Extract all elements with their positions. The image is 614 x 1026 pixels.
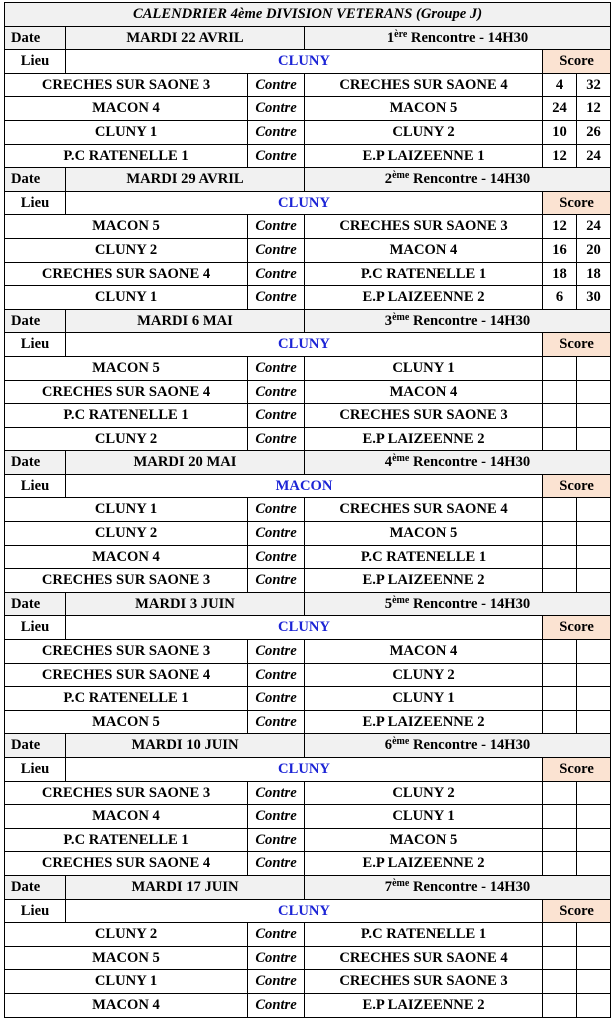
round-venue: MACON	[66, 474, 543, 498]
away-team: E.P LAIZEENNE 2	[305, 427, 543, 451]
away-team: CRECHES SUR SAONE 4	[305, 946, 543, 970]
home-score: 10	[543, 120, 577, 144]
home-score: 18	[543, 262, 577, 286]
round-header-row	[5, 451, 611, 475]
home-team: CLUNY 2	[5, 238, 248, 262]
home-team: CLUNY 1	[5, 498, 248, 522]
away-score	[577, 710, 611, 734]
match-row	[5, 640, 611, 664]
home-team: MACON 5	[5, 215, 248, 239]
match-row	[5, 286, 611, 310]
home-score	[543, 569, 577, 593]
away-score: 32	[577, 73, 611, 97]
date-label: Date	[5, 309, 66, 333]
away-score	[577, 522, 611, 546]
contre-label: Contre	[248, 522, 305, 546]
away-score: 24	[577, 144, 611, 168]
round-header-row	[5, 875, 611, 899]
round-date: MARDI 29 AVRIL	[66, 168, 305, 192]
away-team: CRECHES SUR SAONE 4	[305, 498, 543, 522]
home-score: 6	[543, 286, 577, 310]
round-header-row	[5, 309, 611, 333]
contre-label: Contre	[248, 545, 305, 569]
round-title	[305, 26, 611, 50]
away-team: E.P LAIZEENNE 1	[305, 144, 543, 168]
score-header: Score	[543, 50, 611, 74]
home-team: MACON 4	[5, 97, 248, 121]
home-score	[543, 828, 577, 852]
away-team: P.C RATENELLE 1	[305, 545, 543, 569]
round-number-suffix: ème	[392, 311, 410, 323]
home-score	[543, 993, 577, 1017]
home-team: CRECHES SUR SAONE 4	[5, 663, 248, 687]
away-score	[577, 569, 611, 593]
away-score: 24	[577, 215, 611, 239]
venue-row	[5, 50, 611, 74]
round-venue: CLUNY	[66, 616, 543, 640]
home-score	[543, 970, 577, 994]
round-title	[305, 592, 611, 616]
round-time: Rencontre - 14H30	[409, 312, 531, 329]
round-number-suffix: ème	[392, 453, 410, 465]
home-team: MACON 4	[5, 805, 248, 829]
home-score	[543, 498, 577, 522]
lieu-label: Lieu	[5, 333, 66, 357]
away-score: 30	[577, 286, 611, 310]
round-number: 6	[384, 737, 393, 754]
match-row	[5, 805, 611, 829]
score-header: Score	[543, 333, 611, 357]
match-row	[5, 73, 611, 97]
match-row	[5, 522, 611, 546]
home-team: P.C RATENELLE 1	[5, 404, 248, 428]
round-title	[305, 451, 611, 475]
venue-row	[5, 758, 611, 782]
contre-label: Contre	[248, 663, 305, 687]
home-team: CRECHES SUR SAONE 3	[5, 781, 248, 805]
round-venue: CLUNY	[66, 333, 543, 357]
round-date: MARDI 17 JUIN	[66, 875, 305, 899]
contre-label: Contre	[248, 781, 305, 805]
round-number: 7	[384, 878, 393, 895]
round-header-row	[5, 26, 611, 50]
home-score	[543, 663, 577, 687]
match-row	[5, 380, 611, 404]
away-team: MACON 4	[305, 380, 543, 404]
score-header: Score	[543, 474, 611, 498]
lieu-label: Lieu	[5, 474, 66, 498]
contre-label: Contre	[248, 805, 305, 829]
contre-label: Contre	[248, 710, 305, 734]
match-row	[5, 710, 611, 734]
away-team: CLUNY 2	[305, 120, 543, 144]
contre-label: Contre	[248, 828, 305, 852]
away-score: 12	[577, 97, 611, 121]
home-team: CRECHES SUR SAONE 4	[5, 380, 248, 404]
match-row	[5, 97, 611, 121]
home-score	[543, 687, 577, 711]
round-venue: CLUNY	[66, 899, 543, 923]
contre-label: Contre	[248, 380, 305, 404]
away-team: CLUNY 2	[305, 781, 543, 805]
away-team: CRECHES SUR SAONE 3	[305, 970, 543, 994]
away-team: MACON 4	[305, 640, 543, 664]
round-date: MARDI 10 JUIN	[66, 734, 305, 758]
away-team: P.C RATENELLE 1	[305, 923, 543, 947]
round-number: 4	[384, 454, 393, 471]
score-header: Score	[543, 191, 611, 215]
round-date: MARDI 20 MAI	[66, 451, 305, 475]
away-score	[577, 923, 611, 947]
round-number-suffix: ème	[392, 594, 410, 606]
away-score	[577, 946, 611, 970]
contre-label: Contre	[248, 73, 305, 97]
home-team: CLUNY 2	[5, 427, 248, 451]
contre-label: Contre	[248, 970, 305, 994]
contre-label: Contre	[248, 238, 305, 262]
venue-row	[5, 191, 611, 215]
match-row	[5, 923, 611, 947]
away-team: CRECHES SUR SAONE 3	[305, 215, 543, 239]
home-team: CRECHES SUR SAONE 4	[5, 852, 248, 876]
home-score	[543, 710, 577, 734]
match-row	[5, 781, 611, 805]
home-team: MACON 4	[5, 993, 248, 1017]
away-team: E.P LAIZEENNE 2	[305, 286, 543, 310]
match-row	[5, 120, 611, 144]
round-number-suffix: ème	[392, 170, 410, 182]
away-score	[577, 640, 611, 664]
home-score	[543, 404, 577, 428]
round-venue: CLUNY	[66, 50, 543, 74]
match-row	[5, 404, 611, 428]
venue-row	[5, 616, 611, 640]
away-team: MACON 5	[305, 97, 543, 121]
match-row	[5, 852, 611, 876]
round-title	[305, 168, 611, 192]
home-team: CRECHES SUR SAONE 3	[5, 73, 248, 97]
away-score	[577, 545, 611, 569]
round-number-suffix: ème	[392, 736, 410, 748]
contre-label: Contre	[248, 404, 305, 428]
contre-label: Contre	[248, 356, 305, 380]
match-row	[5, 663, 611, 687]
match-row	[5, 970, 611, 994]
home-score	[543, 852, 577, 876]
away-team: CLUNY 2	[305, 663, 543, 687]
home-team: MACON 5	[5, 356, 248, 380]
match-row	[5, 144, 611, 168]
home-score	[543, 380, 577, 404]
contre-label: Contre	[248, 498, 305, 522]
away-score	[577, 427, 611, 451]
away-team: MACON 5	[305, 522, 543, 546]
home-score: 12	[543, 215, 577, 239]
away-score	[577, 970, 611, 994]
home-team: CLUNY 1	[5, 286, 248, 310]
contre-label: Contre	[248, 687, 305, 711]
away-team: E.P LAIZEENNE 2	[305, 993, 543, 1017]
away-team: P.C RATENELLE 1	[305, 262, 543, 286]
away-score: 18	[577, 262, 611, 286]
away-team: E.P LAIZEENNE 2	[305, 710, 543, 734]
home-team: P.C RATENELLE 1	[5, 828, 248, 852]
match-row	[5, 993, 611, 1017]
round-title	[305, 309, 611, 333]
round-time: Rencontre - 14H30	[407, 29, 529, 46]
home-score	[543, 640, 577, 664]
round-venue: CLUNY	[66, 758, 543, 782]
away-score: 26	[577, 120, 611, 144]
home-score: 4	[543, 73, 577, 97]
contre-label: Contre	[248, 120, 305, 144]
home-team: P.C RATENELLE 1	[5, 687, 248, 711]
home-team: CRECHES SUR SAONE 4	[5, 262, 248, 286]
away-score	[577, 852, 611, 876]
home-team: CRECHES SUR SAONE 3	[5, 569, 248, 593]
home-score	[543, 356, 577, 380]
lieu-label: Lieu	[5, 191, 66, 215]
round-date: MARDI 3 JUIN	[66, 592, 305, 616]
home-team: MACON 5	[5, 710, 248, 734]
venue-row	[5, 474, 611, 498]
away-score	[577, 356, 611, 380]
home-team: CLUNY 2	[5, 923, 248, 947]
contre-label: Contre	[248, 640, 305, 664]
round-date: MARDI 6 MAI	[66, 309, 305, 333]
venue-row	[5, 333, 611, 357]
away-team: CRECHES SUR SAONE 3	[305, 404, 543, 428]
home-score	[543, 545, 577, 569]
away-score	[577, 687, 611, 711]
away-score	[577, 805, 611, 829]
home-team: MACON 4	[5, 545, 248, 569]
match-row	[5, 498, 611, 522]
page-title: CALENDRIER 4ème DIVISION VETERANS (Groupe J)	[5, 3, 611, 27]
round-time: Rencontre - 14H30	[409, 595, 531, 612]
contre-label: Contre	[248, 427, 305, 451]
round-time: Rencontre - 14H30	[409, 737, 531, 754]
date-label: Date	[5, 592, 66, 616]
home-score: 24	[543, 97, 577, 121]
away-team: MACON 4	[305, 238, 543, 262]
home-team: CLUNY 2	[5, 522, 248, 546]
date-label: Date	[5, 734, 66, 758]
home-score	[543, 781, 577, 805]
home-score	[543, 923, 577, 947]
match-row	[5, 262, 611, 286]
away-score	[577, 663, 611, 687]
away-team: MACON 5	[305, 828, 543, 852]
round-title	[305, 734, 611, 758]
round-number: 3	[384, 312, 393, 329]
home-score: 16	[543, 238, 577, 262]
home-team: CLUNY 1	[5, 120, 248, 144]
home-team: P.C RATENELLE 1	[5, 144, 248, 168]
home-score	[543, 805, 577, 829]
away-team: CLUNY 1	[305, 356, 543, 380]
round-header-row	[5, 168, 611, 192]
match-row	[5, 569, 611, 593]
away-score	[577, 498, 611, 522]
contre-label: Contre	[248, 97, 305, 121]
lieu-label: Lieu	[5, 50, 66, 74]
match-row	[5, 687, 611, 711]
away-team: CRECHES SUR SAONE 4	[305, 73, 543, 97]
home-score	[543, 946, 577, 970]
contre-label: Contre	[248, 946, 305, 970]
round-number-suffix: ème	[392, 877, 410, 889]
away-team: CLUNY 1	[305, 805, 543, 829]
home-score: 12	[543, 144, 577, 168]
away-team: E.P LAIZEENNE 2	[305, 852, 543, 876]
round-number: 1	[386, 29, 395, 46]
away-score	[577, 404, 611, 428]
title-row	[5, 3, 611, 27]
contre-label: Contre	[248, 286, 305, 310]
round-date: MARDI 22 AVRIL	[66, 26, 305, 50]
contre-label: Contre	[248, 262, 305, 286]
lieu-label: Lieu	[5, 758, 66, 782]
home-score	[543, 427, 577, 451]
round-number: 5	[384, 595, 393, 612]
contre-label: Contre	[248, 923, 305, 947]
home-team: CRECHES SUR SAONE 3	[5, 640, 248, 664]
date-label: Date	[5, 875, 66, 899]
date-label: Date	[5, 451, 66, 475]
away-score: 20	[577, 238, 611, 262]
match-row	[5, 427, 611, 451]
round-time: Rencontre - 14H30	[409, 454, 531, 471]
round-time: Rencontre - 14H30	[409, 878, 531, 895]
contre-label: Contre	[248, 569, 305, 593]
away-score	[577, 380, 611, 404]
away-team: E.P LAIZEENNE 2	[305, 569, 543, 593]
match-row	[5, 828, 611, 852]
match-row	[5, 238, 611, 262]
score-header: Score	[543, 616, 611, 640]
round-header-row	[5, 592, 611, 616]
round-title	[305, 875, 611, 899]
date-label: Date	[5, 26, 66, 50]
lieu-label: Lieu	[5, 616, 66, 640]
schedule-table	[4, 2, 611, 1018]
round-venue: CLUNY	[66, 191, 543, 215]
away-score	[577, 828, 611, 852]
away-score	[577, 993, 611, 1017]
round-number: 2	[384, 171, 393, 188]
match-row	[5, 215, 611, 239]
away-team: CLUNY 1	[305, 687, 543, 711]
venue-row	[5, 899, 611, 923]
away-score	[577, 781, 611, 805]
home-team: CLUNY 1	[5, 970, 248, 994]
match-row	[5, 946, 611, 970]
date-label: Date	[5, 168, 66, 192]
contre-label: Contre	[248, 993, 305, 1017]
home-score	[543, 522, 577, 546]
home-team: MACON 5	[5, 946, 248, 970]
contre-label: Contre	[248, 215, 305, 239]
score-header: Score	[543, 758, 611, 782]
round-number-suffix: ère	[394, 28, 408, 40]
score-header: Score	[543, 899, 611, 923]
contre-label: Contre	[248, 852, 305, 876]
lieu-label: Lieu	[5, 899, 66, 923]
match-row	[5, 356, 611, 380]
match-row	[5, 545, 611, 569]
round-time: Rencontre - 14H30	[409, 171, 531, 188]
contre-label: Contre	[248, 144, 305, 168]
round-header-row	[5, 734, 611, 758]
